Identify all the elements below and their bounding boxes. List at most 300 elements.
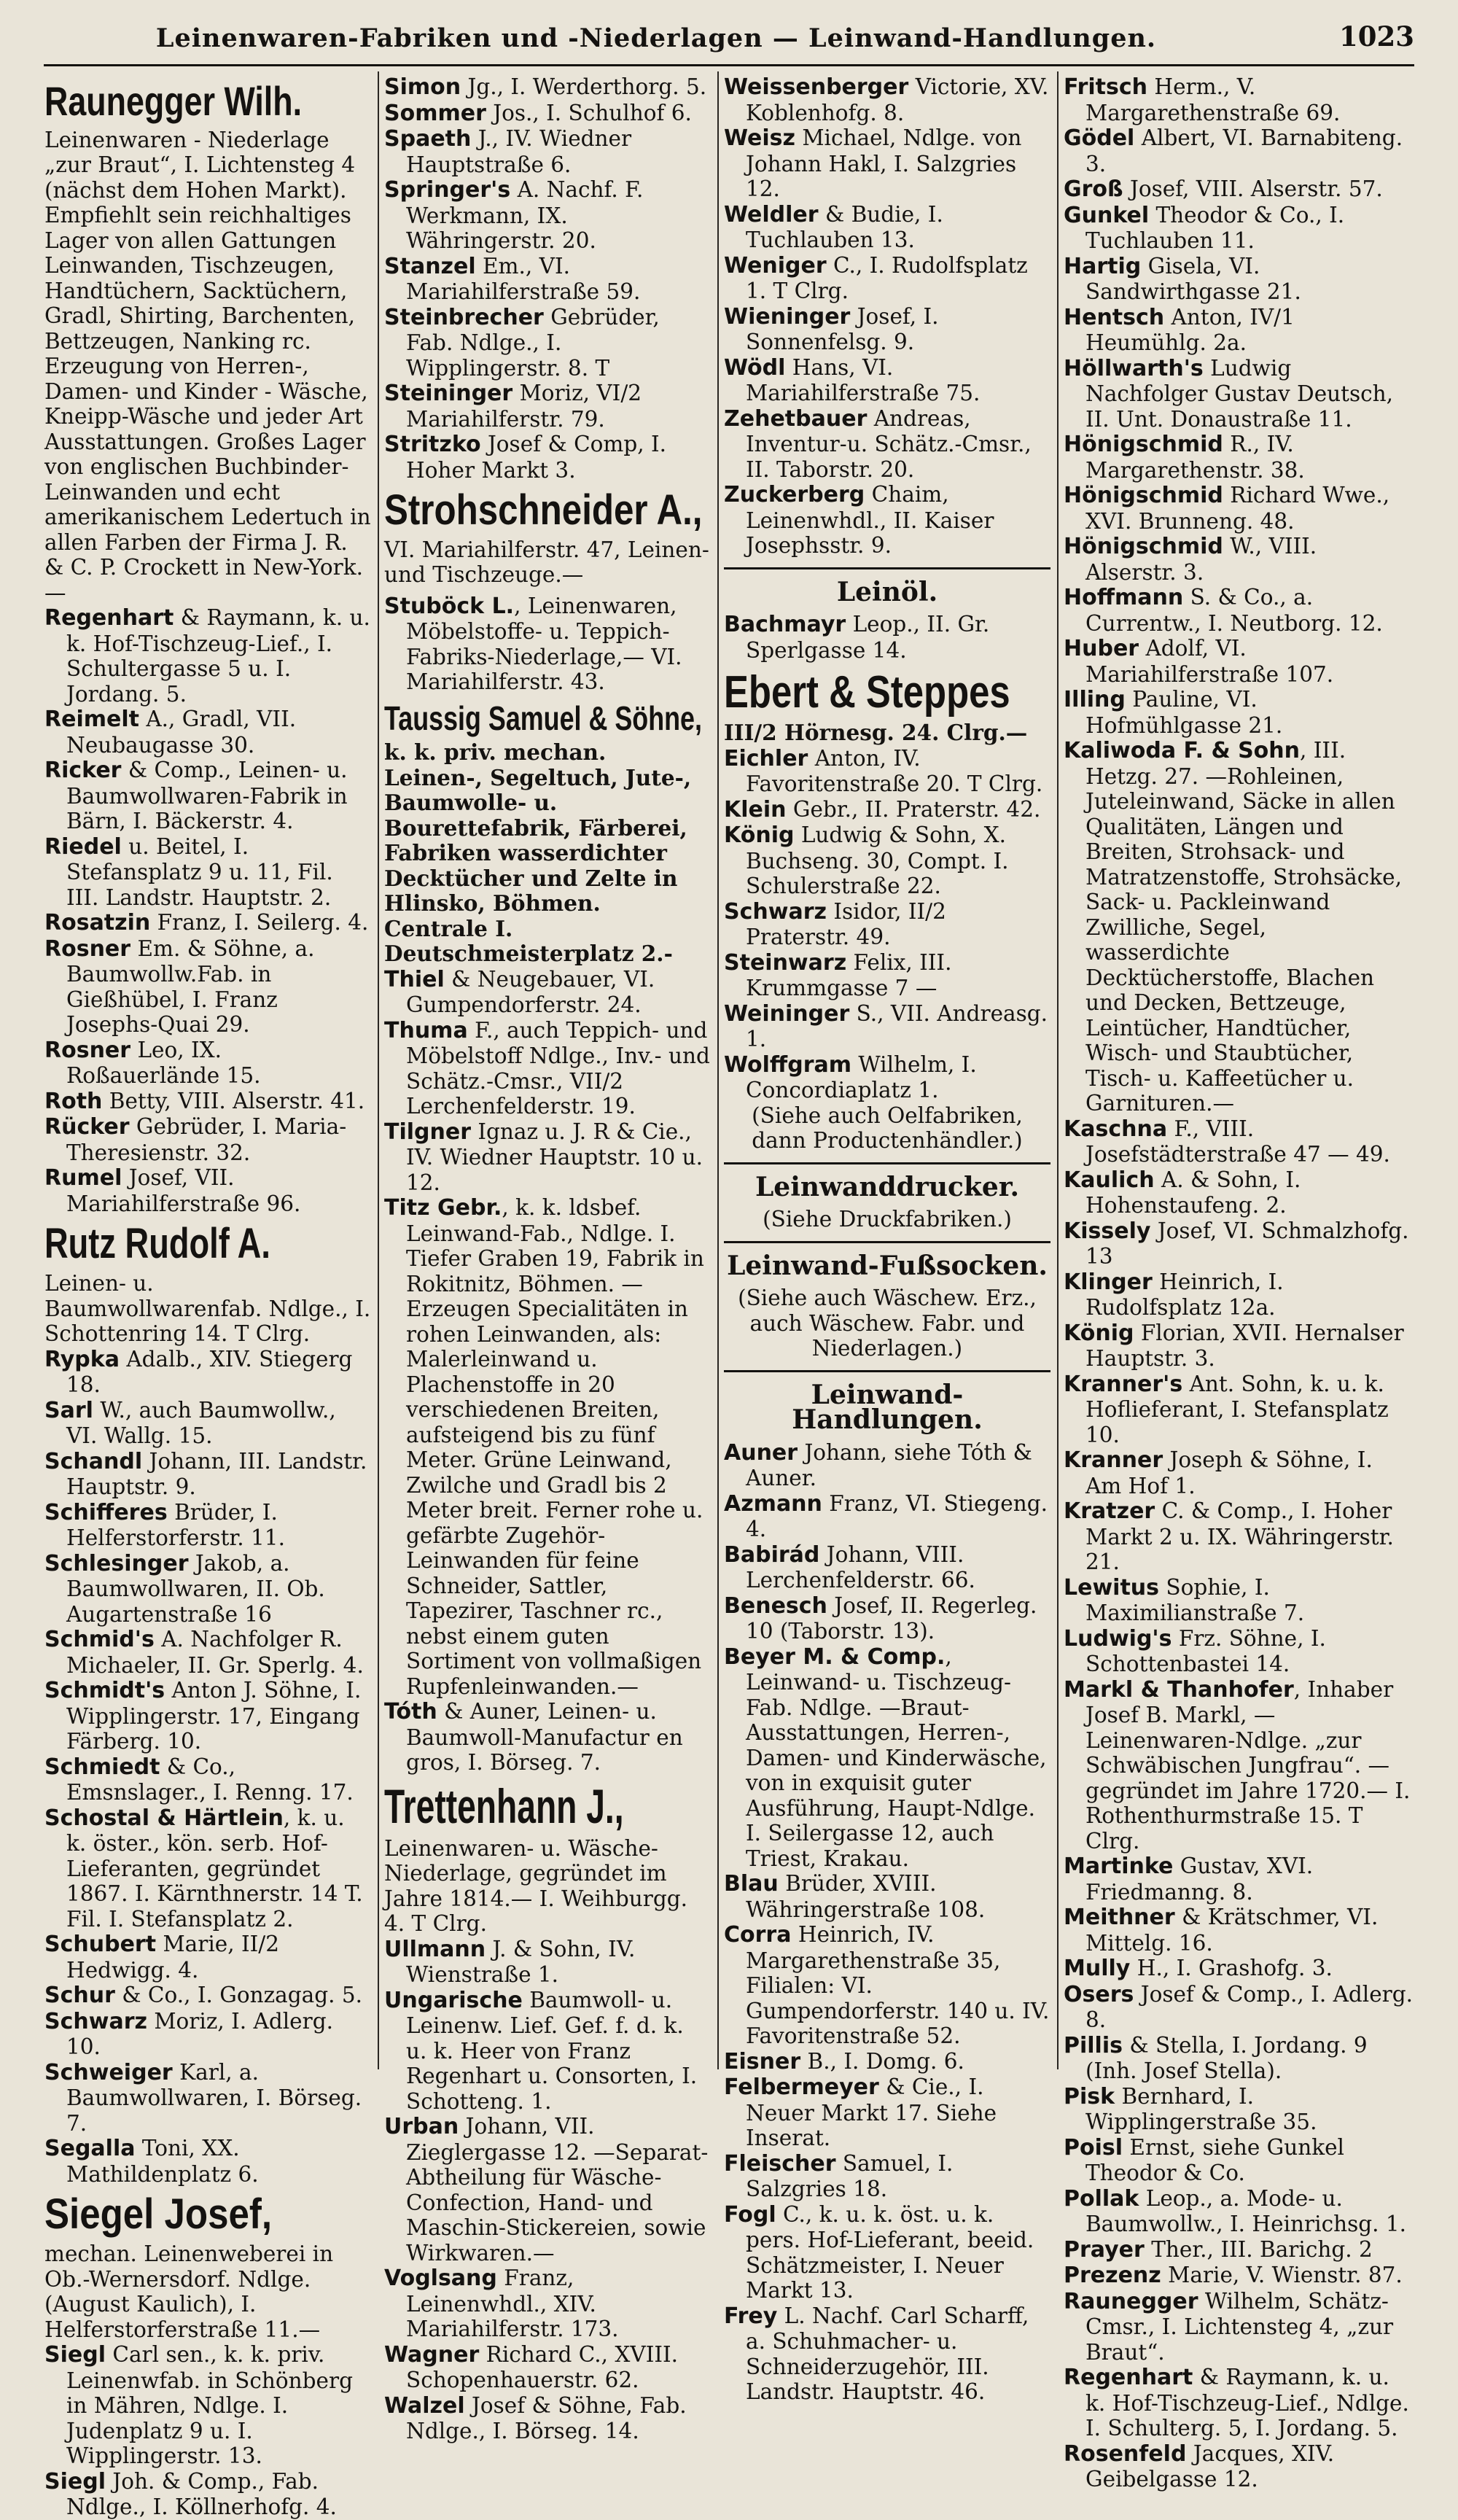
entry-text: Leop., II. Gr. Sperlgasse 14.	[746, 612, 990, 663]
entry-text: Marie, V. Wienstr. 87.	[1161, 2263, 1403, 2287]
entry-text: Frz. Söhne, I. Schottenbastei 14.	[1085, 1625, 1326, 1676]
entry-name: Schmiedt	[44, 1754, 160, 1780]
directory-entry	[724, 304, 1050, 355]
display-entry-text: Leinenwaren - Niederlage „zur Braut“, I. Lichtensteg 4 (nächst dem Hohen Markt). Empfiehlt sein reichhaltiges Lager von allen Gattungen Leinwanden, Tischzeugen, Handtüchern, Sacktüchern, Gradl, Shirting, Barchenten, Bettzeugen, Nanking rc. Erzeugung von Herren-, Damen- und Kinder - Wäsche, Kneipp-Wäsche und jeder Art Ausstattungen. Großes Lager von englischen Buchbinder-Leinwanden und echt amerikanischem Ledertuch in allen Farben der Firma J. R. & C. P. Crockett in New-York.—	[44, 127, 371, 605]
entry-text: A. Nachfolger R. Michaeler, II. Gr. Sperlg. 4.	[66, 1627, 364, 1678]
directory-entry	[1064, 74, 1414, 125]
entry-text: Brüder, I. Helferstorferstr. 11.	[66, 1499, 285, 1551]
directory-entry	[724, 74, 1050, 125]
entry-text: Josef & Söhne, Fab. Ndlge., I. Börseg. 14.	[406, 2392, 687, 2444]
entry-list	[724, 74, 1050, 559]
entry-name: Kissely	[1064, 1218, 1151, 1244]
entry-name: Riedel	[44, 833, 122, 860]
directory-entry	[1064, 1269, 1414, 1321]
entry-text: , k. k. ldsbef. Leinwand-Fab., Ndlge. I. Tiefer Graben 19, Fabrik in Rokitnitz, Böhmen. —Erzeugen Specialitäten in rohen Leinwanden, als: Malerleinwand u. Plachenstoffe in 20 verschiedenen Breiten, aufsteigend bis zu fünf Meter. Grüne Leinwand, Zwilche und Gradl bis 2 Meter breit. Ferner rohe u. gefärbte Zugehör-Leinwanden für feine Schneider, Sattler, Tapezirer, Taschner rc., nebst einem guten Sortiment von vollmaßigen Rupfenleinwanden.—	[406, 1195, 704, 1699]
directory-entry	[724, 950, 1050, 1001]
entry-name: Kranner's	[1064, 1371, 1183, 1397]
entry-text: Victorie, XV. Koblenhofg. 8.	[746, 74, 1049, 125]
entry-list	[44, 1347, 371, 2188]
display-entry-text: mechan. Leinenweberei in Ob.-Wernersdorf. Ndlge. (August Kaulich), I. Helferstorferstraße 11.—	[44, 2241, 334, 2342]
entry-text: Joh. & Comp., Fab. Ndlge., I. Köllnerhofg. 4.	[66, 2468, 337, 2520]
entry-text: & Budie, I. Tuchlauben 13.	[746, 201, 943, 252]
directory-entry	[1064, 2441, 1414, 2492]
directory-entry	[724, 2202, 1050, 2303]
directory-entry	[724, 253, 1050, 304]
entry-text: & Co., I. Gonzagag. 5.	[114, 1983, 362, 2008]
directory-entry	[1064, 176, 1414, 203]
directory-entry	[724, 1922, 1050, 2049]
directory-entry	[44, 1347, 371, 1398]
directory-entry	[1064, 1372, 1414, 1448]
column-4	[1059, 71, 1418, 2492]
entry-text: , Leinwand- u. Tischzeug-Fab. Ndlge. —Braut-Ausstattungen, Herren-, Damen- und Kinderwäsche, von in exquisit guter Ausführung, Haupt-Ndlge. I. Seilergasse 12, auch Triest, Krakau.	[746, 1644, 1047, 1871]
directory-entry	[44, 1932, 371, 1983]
entry-text: Herm., V. Margarethenstraße 69.	[1085, 74, 1341, 125]
section-heading: Leinwand-Fußsocken.	[727, 1250, 1048, 1281]
directory-entry	[724, 746, 1050, 797]
directory-entry	[1064, 2237, 1414, 2263]
entry-name: Markl & Thanhofer	[1064, 1676, 1294, 1703]
entry-text: A. & Sohn, I. Hohenstaufeng. 2.	[1085, 1167, 1301, 1218]
directory-entry	[44, 2009, 371, 2060]
entry-text: Josef, II. Regerleg. 10 (Taborstr. 13).	[746, 1592, 1037, 1644]
entry-text: Josef & Comp, I. Hoher Markt 3.	[406, 432, 667, 483]
display-entry-text: k. k. priv. mechan. Leinen-, Segeltuch, Jute-, Baumwolle- u. Bourettefabrik, Färberei, Fabriken wasserdichter Decktücher und Zelte in Hlinsko, Böhmen. Centrale I. Deutschmeisterplatz 2.-	[384, 739, 692, 967]
entry-text: Felix, III. Krummgasse 7 —	[746, 949, 952, 1001]
directory-entry	[44, 2469, 371, 2520]
entry-name: Stuböck L.	[384, 593, 515, 619]
directory-entry	[724, 2049, 1050, 2075]
entry-text: S. & Co., a. Currentw., I. Neutborg. 12.	[1085, 585, 1383, 636]
directory-entry	[384, 101, 711, 127]
entry-text: Richard C., XVIII. Schopenhauerstr. 62.	[406, 2341, 679, 2393]
entry-text: F., auch Teppich- und Möbelstoff Ndlge., Inv.- und Schätz.-Cmsr., VII/2 Lerchenfelderstr. 19.	[406, 1017, 710, 1119]
entry-text: & Stella, I. Jordang. 9 (Inh. Josef Stella).	[1085, 2032, 1368, 2083]
entry-name: Eichler	[724, 745, 808, 771]
entry-name: Sommer	[384, 100, 486, 126]
entry-name: Weniger	[724, 252, 827, 279]
entry-text: Isidor, II/2 Praterstr. 49.	[746, 898, 946, 950]
directory-entry	[384, 432, 711, 483]
directory-entry	[384, 967, 711, 1018]
entry-name: Schostal & Härtlein	[44, 1805, 284, 1831]
directory-entry	[1064, 1854, 1414, 1905]
directory-entry	[724, 1440, 1050, 1491]
entry-text: Gustav, XVI. Friedmanng. 8.	[1085, 1854, 1314, 1905]
entry-name: Schur	[44, 1983, 115, 2009]
entry-text: u. Beitel, I. Stefansplatz 9 u. 11, Fil. III. Landstr. Hauptstr. 2.	[66, 833, 333, 910]
entry-text: Gebr., II. Praterstr. 42.	[786, 796, 1041, 822]
entry-name: Titz Gebr.	[384, 1195, 502, 1221]
directory-entry	[44, 1678, 371, 1754]
entry-text: H., I. Grashofg. 3.	[1130, 1956, 1333, 1980]
entry-name: Felbermeyer	[724, 2074, 879, 2101]
entry-text: , k. u. k. öster., kön. serb. Hof-Lieferanten, gegründet 1867. I. Kärnthnerstr. 14 T. Fil. I. Stefansplatz 2.	[66, 1805, 363, 1932]
section-rule	[724, 1241, 1050, 1243]
directory-entry	[724, 822, 1050, 899]
directory-entry	[1064, 1982, 1414, 2033]
display-entry-name: Strohschneider A.,	[384, 486, 703, 534]
entry-name: Schwarz	[44, 2008, 147, 2034]
entry-text: Josef, VI. Schmalzhofg. 13	[1085, 1218, 1409, 1269]
entry-text: & Comp., Leinen- u. Baumwollwaren-Fabrik in Bärn, I. Bäckerstr. 4.	[66, 758, 348, 834]
entry-name: Fleischer	[724, 2150, 836, 2177]
directory-entry	[44, 2136, 371, 2187]
directory-entry	[384, 1119, 711, 1196]
entry-text: S., VII. Andreasg. 1.	[746, 1000, 1048, 1052]
column-3	[720, 71, 1055, 2405]
entry-name: Steinwarz	[724, 949, 847, 976]
entry-name: Zehetbauer	[724, 405, 868, 432]
directory-entry	[44, 758, 371, 834]
entry-text: Gisela, VI. Sandwirthgasse 21.	[1085, 253, 1301, 304]
directory-entry	[724, 355, 1050, 406]
entry-text: Moriz, VI/2 Mariahilferstr. 79.	[406, 381, 642, 432]
directory-entry	[384, 2114, 711, 2266]
entry-text: Marie, II/2 Hedwigg. 4.	[66, 1932, 279, 1983]
entry-name: Babirád	[724, 1541, 820, 1568]
entry-name: Auner	[724, 1439, 798, 1466]
entry-name: König	[724, 822, 795, 849]
entry-name: Schwarz	[724, 898, 827, 925]
directory-entry	[1064, 1905, 1414, 1956]
display-entry-name: Trettenhann J.,	[384, 1778, 624, 1833]
entry-text: Toni, XX. Mathildenplatz 6.	[66, 2136, 259, 2187]
entry-text: Anton J. Söhne, I. Wipplingerstr. 17, Eingang Färberg. 10.	[66, 1678, 362, 1754]
entry-text: W., VIII. Alserstr. 3.	[1085, 534, 1317, 585]
entry-name: Roth	[44, 1088, 103, 1114]
entry-text: Jos., I. Schulhof 6.	[486, 100, 692, 125]
entry-name: Rosenfeld	[1064, 2441, 1187, 2467]
entry-text: & Raymann, k. u. k. Hof-Tischzeug-Lief., I. Schultergasse 5 u. I. Jordang. 5.	[66, 605, 370, 707]
entry-text: Betty, VIII. Alserstr. 41.	[102, 1088, 365, 1113]
entry-name: Stanzel	[384, 253, 476, 279]
entry-text: & Krätschmer, VI. Mittelg. 16.	[1085, 1905, 1379, 1956]
entry-text: A. Nachf. F. Werkmann, IX. Währingerstr. 20.	[406, 177, 644, 253]
directory-entry	[724, 482, 1050, 559]
directory-entry	[384, 1699, 711, 1776]
entry-text: Wilhelm, Schätz-Cmsr., I. Lichtensteg 4, „zur Braut“.	[1085, 2288, 1394, 2365]
entry-name: Huber	[1064, 636, 1139, 661]
display-entry-text: VI. Mariahilferstr. 47, Leinen- und Tischzeuge.—	[384, 537, 709, 588]
entry-text: & Co., Emsnslager., I. Renng. 17.	[66, 1754, 354, 1805]
directory-entry	[44, 1983, 371, 2009]
directory-entry	[44, 1627, 371, 1678]
directory-entry	[44, 605, 371, 707]
entry-name: König	[1064, 1320, 1134, 1346]
entry-name: Rypka	[44, 1346, 120, 1372]
directory-entry	[1064, 2084, 1414, 2135]
directory-entry	[1064, 2289, 1414, 2365]
directory-entry	[384, 2393, 711, 2444]
directory-entry	[44, 707, 371, 758]
entry-text: Franz, VI. Stiegeng. 4.	[746, 1490, 1048, 1542]
directory-entry	[44, 1038, 371, 1089]
directory-entry	[384, 126, 711, 177]
entry-name: Pisk	[1064, 2083, 1115, 2109]
entry-name: Ricker	[44, 758, 122, 784]
entry-name: Pollak	[1064, 2185, 1139, 2212]
entry-name: Kaulich	[1064, 1167, 1155, 1193]
directory-entry	[724, 899, 1050, 950]
entry-text: Josef, VIII. Alserstr. 57.	[1123, 176, 1383, 201]
entry-text: Karl, a. Baumwollwaren, I. Börseg. 7.	[66, 2059, 362, 2136]
entry-name: Kranner	[1064, 1447, 1163, 1473]
directory-entry	[44, 1114, 371, 1165]
entry-name: Schweiger	[44, 2059, 173, 2085]
directory-entry	[1064, 356, 1414, 432]
directory-entry	[1064, 305, 1414, 356]
entry-name: Siegl	[44, 2342, 106, 2368]
entry-name: Rosatzin	[44, 910, 151, 936]
cross-reference-note: (Siehe Druckfabriken.)	[763, 1207, 1012, 1232]
directory-entry	[1064, 2365, 1414, 2441]
entry-name: Simon	[384, 74, 461, 100]
entry-name: Kratzer	[1064, 1498, 1155, 1524]
entry-name: Spaeth	[384, 126, 472, 152]
directory-entry	[44, 1398, 371, 1449]
directory-entry	[44, 1805, 371, 1932]
directory-entry	[1064, 1321, 1414, 1372]
entry-name: Hönigschmid	[1064, 534, 1223, 559]
directory-entry	[1064, 1575, 1414, 1626]
entry-name: Tóth	[384, 1699, 437, 1725]
directory-entry	[44, 910, 371, 936]
entry-text: Josef, I. Sonnenfelsg. 9.	[746, 303, 939, 354]
directory-entry	[1064, 125, 1414, 176]
entry-name: Corra	[724, 1922, 792, 1948]
directory-entry	[724, 1052, 1050, 1103]
directory-entry	[724, 612, 1050, 663]
entry-text: Johann, III. Landstr. Hauptstr. 9.	[66, 1448, 367, 1500]
entry-name: Hartig	[1064, 253, 1142, 279]
running-head	[44, 13, 1414, 57]
directory-entry	[724, 1542, 1050, 1593]
directory-entry	[384, 1937, 711, 1988]
entry-name: Hentsch	[1064, 304, 1165, 330]
entry-name: Raunegger	[1064, 2288, 1198, 2314]
entry-list	[384, 967, 711, 1776]
entry-name: Thiel	[384, 966, 445, 992]
entry-text: J. & Sohn, IV. Wienstraße 1.	[406, 1936, 636, 1988]
entry-text: & Auner, Leinen- u. Baumwoll-Manufactur en gros, I. Börseg. 7.	[406, 1699, 683, 1776]
directory-entry	[724, 2074, 1050, 2151]
entry-text: , III. Hetzg. 27. —Rohleinen, Juteleinwand, Säcke in allen Qualitäten, Längen und Breiten, Strohsack- und Matratzenstoffe, Strohsäcke, Sack- u. Packleinwand Zwilliche, Segel, wasserdichte Decktücherstoffe, Blachen und Decken, Bettzeuge, Leintücher, Handtücher, Wisch- und Staubtücher, Tisch- u. Kaffeetücher u. Garnituren.—	[1085, 738, 1403, 1116]
entry-name: Gunkel	[1064, 202, 1150, 228]
column-2	[380, 71, 715, 2444]
entry-text: Em. & Söhne, a. Baumwollw.Fab. in Gießhübel, I. Franz Josephs-Quai 29.	[66, 936, 315, 1038]
directory-entry	[1064, 1677, 1414, 1854]
entry-name: Rosner	[44, 1037, 131, 1063]
directory-entry	[1064, 2263, 1414, 2289]
entry-name: Zuckerberg	[724, 482, 865, 508]
header-rule	[44, 64, 1414, 66]
entry-name: Fritsch	[1064, 74, 1147, 100]
entry-name: Kaliwoda F. & Sohn	[1064, 738, 1301, 763]
entry-text: Leo, IX. Roßauerlände 15.	[66, 1037, 261, 1089]
entry-name: Beyer M. & Comp.	[724, 1644, 946, 1670]
entry-text: Anton, IV. Favoritenstraße 20. T Clrg.	[746, 745, 1043, 797]
entry-text: W., auch Baumwollw., VI. Wallg. 15.	[66, 1397, 336, 1449]
entry-text: Gebrüder, Fab. Ndlge., I. Wipplingerstr. 8. T	[406, 304, 660, 381]
directory-entry	[384, 2266, 711, 2342]
entry-name: Regenhart	[1064, 2365, 1193, 2390]
entry-name: Benesch	[724, 1592, 827, 1619]
directory-entry	[1064, 534, 1414, 585]
entry-text: Gebrüder, I. Maria-Theresienstr. 32.	[66, 1114, 347, 1165]
entry-text: Samuel, I. Salzgries 18.	[746, 2150, 954, 2202]
entry-name: Weisz	[724, 125, 795, 151]
cross-reference-note: (Siehe auch Wäschew. Erz., auch Wäschew. Fabr. und Niederlagen.)	[738, 1286, 1037, 1361]
entry-name: Reimelt	[44, 707, 139, 733]
entry-name: Springer's	[384, 177, 511, 203]
entry-name: Wieninger	[724, 303, 851, 330]
entry-name: Höllwarth's	[1064, 355, 1204, 381]
page-number: 1023	[1339, 20, 1414, 52]
entry-text: & Cie., I. Neuer Markt 17. Siehe Inserat.	[746, 2074, 997, 2151]
entry-text: Pauline, VI. Hofmühlgasse 21.	[1085, 687, 1283, 738]
entry-list	[384, 1937, 711, 2444]
directory-entry	[724, 1491, 1050, 1542]
entry-name: Steininger	[384, 381, 513, 406]
entry-name: Rücker	[44, 1114, 130, 1140]
entry-name: Steinbrecher	[384, 304, 544, 330]
directory-entry	[1064, 254, 1414, 305]
directory-entry	[384, 2342, 711, 2393]
entry-name: Schmid's	[44, 1627, 155, 1653]
entry-text: Em., VI. Mariahilferstraße 59.	[406, 253, 641, 304]
entry-text: Michael, Ndlge. von Johann Hakl, I. Salzgries 12.	[746, 125, 1022, 201]
entry-name: Urban	[384, 2114, 459, 2140]
entry-name: Walzel	[384, 2392, 465, 2419]
entry-text: Chaim, Leinenwhdl., II. Kaiser Josephsstr. 9.	[746, 482, 994, 558]
directory-entry	[44, 1500, 371, 1551]
entry-name: Gödel	[1064, 125, 1135, 151]
entry-name: Wolffgram	[724, 1051, 851, 1078]
entry-name: Groß	[1064, 176, 1123, 202]
entry-text: J., IV. Wiedner Hauptstraße 6.	[406, 126, 632, 177]
directory-entry	[44, 834, 371, 911]
entry-text: Ernst, siehe Gunkel Theodor & Co.	[1085, 2134, 1344, 2185]
directory-entry	[1064, 1218, 1414, 1269]
directory-entry	[384, 1988, 711, 2115]
entry-text: Adolf, VI. Mariahilferstraße 107.	[1085, 636, 1334, 687]
entry-text: Ignaz u. J. R & Cie., IV. Wiedner Hauptstr. 10 u. 12.	[406, 1119, 703, 1195]
column-divider	[378, 71, 379, 2069]
entry-text: Moriz, I. Adlerg. 10.	[66, 2008, 333, 2060]
directory-entry	[44, 936, 371, 1038]
entry-name: Klinger	[1064, 1269, 1153, 1295]
directory-entry	[384, 594, 711, 695]
entry-name: Kaschna	[1064, 1116, 1168, 1142]
directory-entry	[384, 177, 711, 254]
directory-entry	[1064, 483, 1414, 534]
entry-text: Jacques, XIV. Geibelgasse 12.	[1085, 2441, 1335, 2492]
entry-text: L. Nachf. Carl Scharff, a. Schuhmacher- u. Schneiderzugehör, III. Landstr. Hauptstr. 46.	[746, 2303, 1029, 2405]
entry-name: Wagner	[384, 2341, 480, 2368]
entry-name: Siegl	[44, 2468, 106, 2494]
entry-name: Mully	[1064, 1956, 1131, 1981]
entry-text: Ant. Sohn, k. u. k. Hoflieferant, I. Stefansplatz 10.	[1085, 1371, 1389, 1447]
directory-entry	[1064, 432, 1414, 483]
column-1	[40, 71, 375, 2520]
display-entry-name: Ebert & Steppes	[724, 667, 1010, 718]
entry-text: F., VIII. Josefstädterstraße 47 — 49.	[1085, 1116, 1390, 1167]
entry-text: Sophie, I. Maximilianstraße 7.	[1085, 1574, 1305, 1625]
directory-entry	[724, 1644, 1050, 1872]
directory-entry	[44, 1754, 371, 1805]
entry-text: Franz, Leinenwhdl., XIV. Mariahilferstr. 173.	[406, 2266, 619, 2342]
entry-name: Hönigschmid	[1064, 432, 1223, 457]
directory-entry	[724, 125, 1050, 202]
entry-text: Johann, siehe Tóth & Auner.	[746, 1439, 1032, 1491]
entry-name: Stritzko	[384, 432, 481, 457]
entry-list	[44, 605, 371, 1216]
directory-entry	[44, 1449, 371, 1500]
entry-text: , Inhaber Josef B. Markl, —Leinenwaren-Ndlge. „zur Schwäbischen Jungfrau“. —gegründet im Jahre 1720.— I. Rothenthurmstraße 15. T Clrg.	[1085, 1676, 1411, 1854]
entry-name: Weissenberger	[724, 74, 909, 100]
entry-text: Anton, IV/1 Heumühlg. 2a.	[1085, 304, 1295, 355]
entry-name: Weininger	[724, 1000, 850, 1027]
entry-text: Johann, VIII. Lerchenfelderstr. 66.	[746, 1541, 975, 1593]
entry-name: Sarl	[44, 1397, 93, 1423]
directory-entry	[1064, 738, 1414, 1116]
entry-list	[384, 74, 711, 483]
directory-entry	[44, 2060, 371, 2136]
entry-text: B., I. Domg. 6.	[800, 2048, 964, 2074]
entry-name: Azmann	[724, 1490, 822, 1517]
directory-entry	[1064, 203, 1414, 254]
entry-list	[724, 1440, 1050, 2405]
directory-entry	[1064, 687, 1414, 738]
entry-name: Illing	[1064, 687, 1126, 712]
entry-text: R., IV. Margarethenstr. 38.	[1085, 432, 1305, 483]
entry-text: Heinrich, IV. Margarethenstraße 35, Filialen: VI. Gumpendorferstr. 140 u. IV. Favoritenstraße 52.	[746, 1922, 1050, 2049]
entry-text: Adalb., XIV. Stiegerg 18.	[66, 1346, 353, 1398]
entry-text: Theodor & Co., I. Tuchlauben 11.	[1085, 202, 1345, 253]
display-entry-text: Leinen- u. Baumwollwarenfab. Ndlge., I. Schottenring 14. T Clrg.	[44, 1271, 371, 1347]
entry-name: Voglsang	[384, 2266, 497, 2292]
directory-entry	[44, 1089, 371, 1115]
directory-entry	[44, 1551, 371, 1628]
entry-text: Johann, VII. Zieglergasse 12. —Separat-Abtheilung für Wäsche-Confection, Hand- und Maschin-Stickereien, sowie Wirkwaren.—	[406, 2114, 709, 2266]
entry-text: Jakob, a. Baumwollwaren, II. Ob. Augartenstraße 16	[66, 1550, 325, 1627]
directory-entry	[1064, 2186, 1414, 2237]
directory-entry	[384, 305, 711, 381]
entry-text: C., I. Rudolfsplatz 1. T Clrg.	[746, 252, 1028, 303]
entry-text: Josef & Comp., I. Adlerg. 8.	[1085, 1981, 1414, 2032]
section-heading: Leinöl.	[836, 576, 938, 607]
directory-entry	[1064, 636, 1414, 687]
directory-entry	[1064, 585, 1414, 636]
entry-name: Ungarische	[384, 1987, 523, 2013]
directory-entry	[1064, 1626, 1414, 1677]
entry-name: Rosner	[44, 936, 131, 962]
directory-entry	[384, 254, 711, 305]
section-rule	[724, 1162, 1050, 1164]
entry-name: Meithner	[1064, 1905, 1175, 1930]
entry-name: Segalla	[44, 2136, 136, 2162]
column-divider	[717, 71, 719, 2069]
entry-text: Brüder, XVIII. Währingerstraße 108.	[746, 1871, 986, 1922]
entry-text: Ludwig Nachfolger Gustav Deutsch, II. Unt. Donaustraße 11.	[1085, 355, 1394, 432]
entry-name: Prezenz	[1064, 2263, 1161, 2288]
directory-entry	[724, 797, 1050, 823]
entry-text: Hans, VI. Mariahilferstraße 75.	[746, 354, 981, 405]
display-entry-text: III/2 Hörnesg. 24. Clrg.—	[724, 720, 1028, 746]
entry-text: Richard Wwe., XVI. Brunneng. 48.	[1085, 483, 1390, 534]
entry-name: Schlesinger	[44, 1550, 189, 1576]
